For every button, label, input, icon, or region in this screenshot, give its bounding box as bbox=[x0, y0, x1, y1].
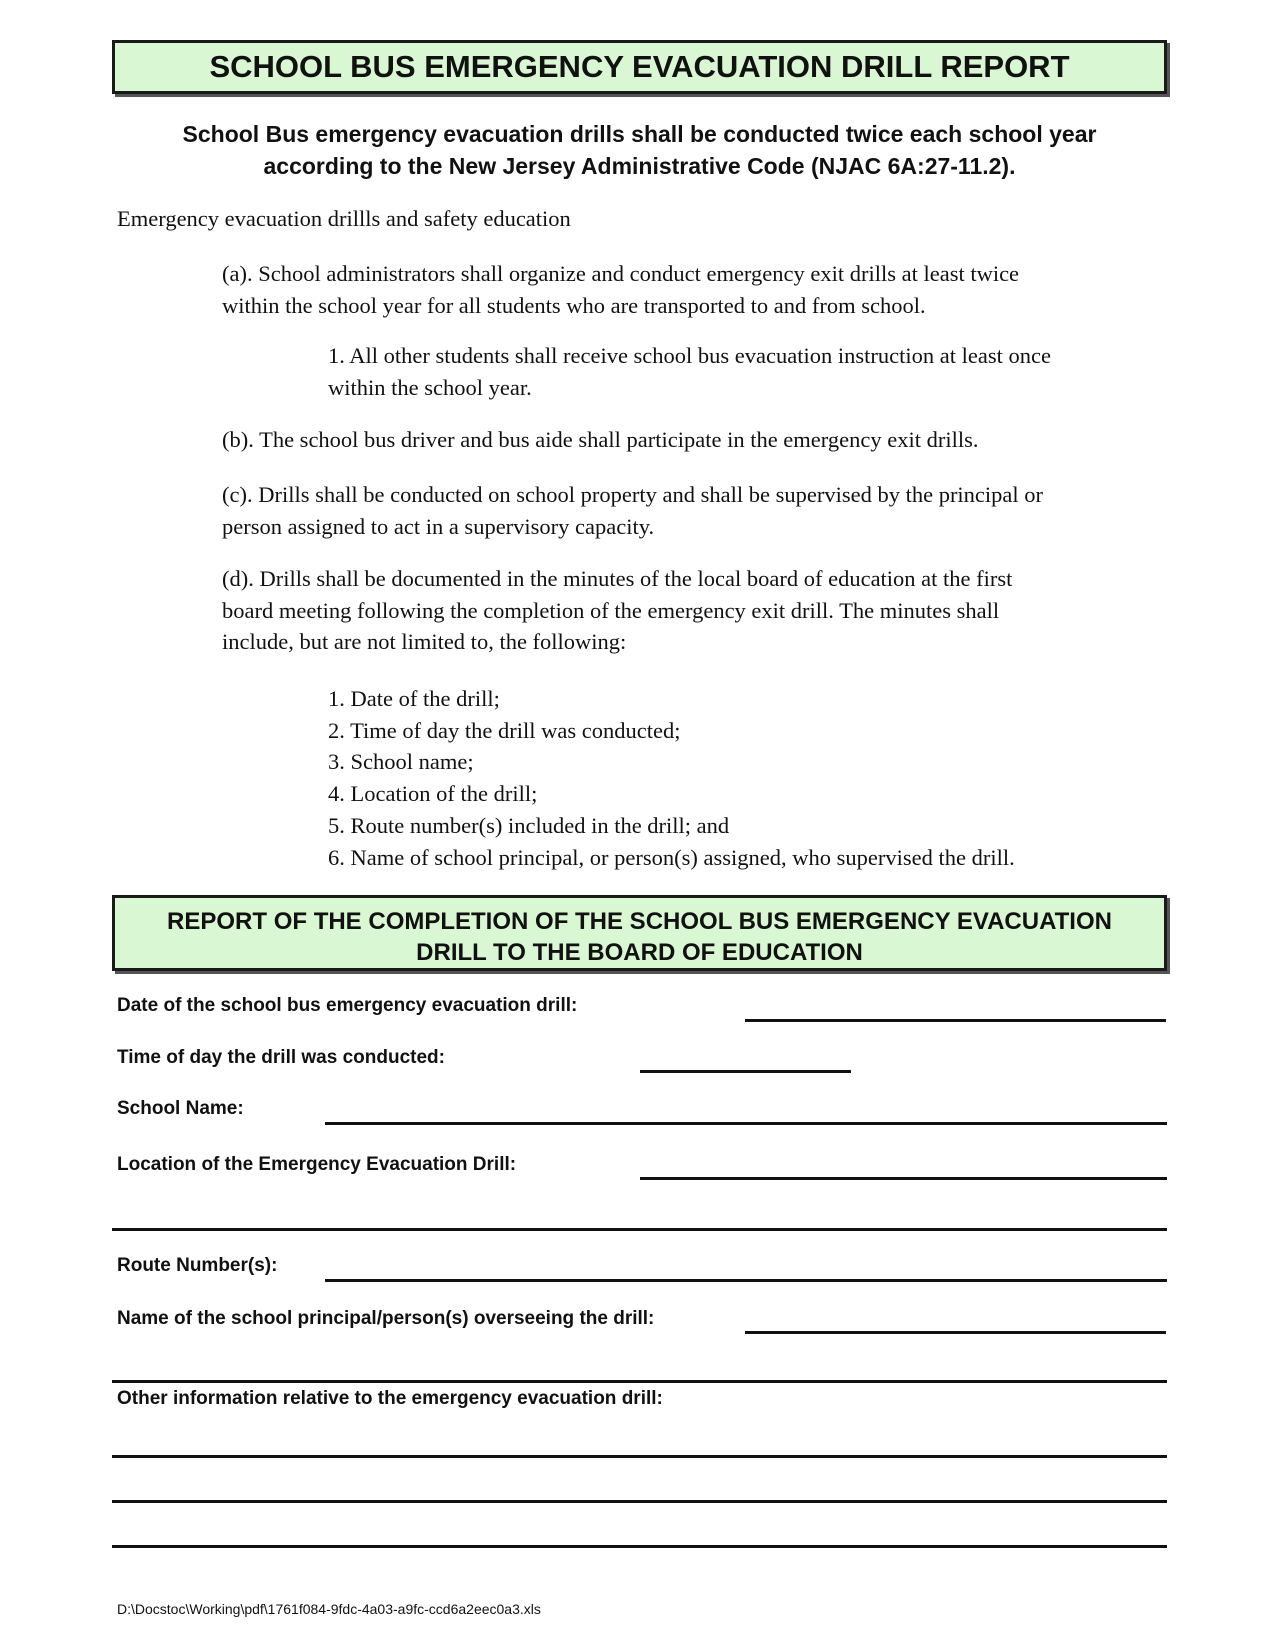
paragraph-b: (b). The school bus driver and bus aide shall participate in the emergency exit drills. bbox=[222, 427, 979, 452]
list-item: 1. Date of the drill; bbox=[328, 686, 500, 711]
paragraph-c bbox=[222, 479, 1202, 542]
paragraph-a-line-1: (a). School administrators shall organize and conduct emergency exit drills at least twice bbox=[222, 261, 1020, 286]
list-item: 2. Time of day the drill was conducted; bbox=[328, 717, 681, 743]
list-item: 6. Name of school principal, or person(s) assigned, who supervised the drill. bbox=[328, 844, 1015, 870]
principal-field-continued[interactable] bbox=[112, 1380, 1167, 1383]
footer-file-path: D:\Docstoc\Working\pdf\1761f084-9fdc-4a03-a9fc-ccd6a2eec0a3.xls bbox=[117, 1601, 541, 1617]
paragraph-d-line-3: include, but are not limited to, the following: bbox=[222, 629, 627, 654]
list-item: 3. School name; bbox=[328, 749, 474, 775]
report-heading-line-2: DRILL TO THE BOARD OF EDUCATION bbox=[416, 939, 863, 966]
location-field-continued[interactable] bbox=[112, 1228, 1167, 1231]
list-item: 5. Route number(s) included in the drill; and bbox=[328, 812, 730, 838]
location-field[interactable] bbox=[640, 1177, 1167, 1180]
paragraph-d bbox=[222, 563, 1182, 658]
list-item: 4. Location of the drill; bbox=[328, 781, 538, 807]
paragraph-a-item-1-line-1: 1. All other students shall receive school bus evacuation instruction at least once bbox=[328, 343, 1051, 368]
paragraph-a-line-2: within the school year for all students who are transported to and from school. bbox=[222, 292, 926, 318]
route-numbers-field[interactable] bbox=[325, 1279, 1167, 1282]
paragraph-c-line-1: (c). Drills shall be conducted on school property and shall be supervised by the principal or bbox=[222, 482, 1044, 507]
school-name-label: School Name: bbox=[117, 1098, 244, 1119]
date-field[interactable] bbox=[745, 1019, 1166, 1022]
paragraph-d-line-1: (d). Drills shall be documented in the minutes of the local board of education at the first bbox=[222, 566, 1013, 591]
route-numbers-label: Route Number(s): bbox=[117, 1255, 278, 1276]
other-info-field[interactable] bbox=[112, 1455, 1167, 1458]
other-info-label: Other information relative to the emergency evacuation drill: bbox=[117, 1388, 663, 1409]
intro-line-2: according to the New Jersey Administrative Code (NJAC 6A:27-11.2). bbox=[263, 153, 1016, 179]
time-label: Time of day the drill was conducted: bbox=[117, 1047, 445, 1068]
paragraph-c-line-2: person assigned to act in a supervisory capacity. bbox=[222, 513, 655, 539]
paragraph-a-item-1 bbox=[328, 340, 1188, 403]
date-label: Date of the school bus emergency evacuation drill: bbox=[117, 995, 578, 1016]
principal-label: Name of the school principal/person(s) overseeing the drill: bbox=[117, 1308, 655, 1329]
section-heading: Emergency evacuation drillls and safety education bbox=[117, 206, 571, 231]
school-name-field[interactable] bbox=[325, 1122, 1167, 1125]
principal-field[interactable] bbox=[745, 1331, 1166, 1334]
time-field[interactable] bbox=[640, 1070, 851, 1073]
paragraph-d-line-2: board meeting following the completion of the emergency exit drill. The minutes shall bbox=[222, 597, 1000, 623]
intro-line-1: School Bus emergency evacuation drills shall be conducted twice each school year bbox=[182, 121, 1097, 147]
minutes-list bbox=[328, 683, 1208, 873]
report-title: SCHOOL BUS EMERGENCY EVACUATION DRILL REPORT bbox=[112, 40, 1167, 94]
paragraph-a bbox=[222, 258, 1182, 321]
report-heading-line-1: REPORT OF THE COMPLETION OF THE SCHOOL BUS EMERGENCY EVACUATION bbox=[167, 908, 1112, 935]
paragraph-a-item-1-line-2: within the school year. bbox=[328, 374, 532, 400]
report-heading bbox=[112, 895, 1167, 971]
other-info-field-line-2[interactable] bbox=[112, 1500, 1167, 1503]
location-label: Location of the Emergency Evacuation Drill: bbox=[117, 1154, 517, 1175]
other-info-field-line-3[interactable] bbox=[112, 1545, 1167, 1548]
intro-statement bbox=[112, 118, 1167, 182]
